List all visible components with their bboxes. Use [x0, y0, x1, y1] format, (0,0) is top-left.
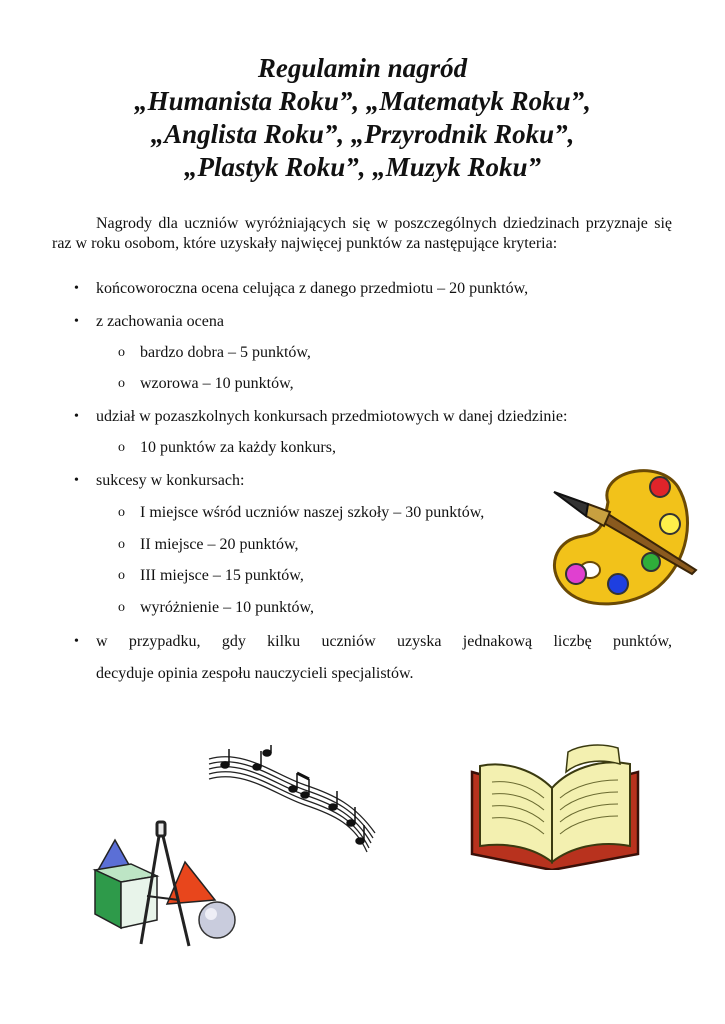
criterion-behaviour: z zachowania ocena	[96, 313, 224, 330]
criterion-tie-line-1: w przypadku, gdy kilku uczniów uzyska jednakową liczbę punktów,	[96, 633, 672, 650]
intro-text: Nagrody dla uczniów wyróżniających się w poszczególnych dziedzinach przyznaje się raz w roku osobom, które uzyskały najwięcej punktów za następujące kryteria:	[52, 215, 672, 252]
palette-brush-icon	[548, 462, 698, 610]
subbullet-marker: o	[118, 440, 125, 455]
subbullet-marker: o	[118, 345, 125, 360]
criterion-behaviour-very-good: bardzo dobra – 5 punktów,	[140, 344, 311, 361]
page-title	[0, 52, 725, 184]
criterion-competitions-each: 10 punktów za każdy konkurs,	[140, 439, 336, 456]
title-line-3: „Anglista Roku”, „Przyrodnik Roku”,	[150, 119, 575, 149]
title-line-1: Regulamin nagród	[257, 53, 468, 83]
bullet-marker: •	[74, 473, 79, 488]
criterion-final-grade: końcoworoczna ocena celująca z danego przedmiotu – 20 punktów,	[96, 280, 529, 297]
geometry-compass-icon	[85, 820, 243, 955]
subbullet-marker: o	[118, 568, 125, 583]
intro-paragraph	[52, 214, 672, 254]
criterion-second-place: II miejsce – 20 punktów,	[140, 536, 299, 553]
criterion-successes: sukcesy w konkursach:	[96, 472, 245, 489]
subbullet-marker: o	[118, 537, 125, 552]
subbullet-marker: o	[118, 600, 125, 615]
subbullet-marker: o	[118, 376, 125, 391]
bullet-marker: •	[74, 634, 79, 649]
bullet-marker: •	[74, 409, 79, 424]
criterion-distinction: wyróżnienie – 10 punktów,	[140, 599, 315, 616]
bullet-marker: •	[74, 314, 79, 329]
open-book-icon	[468, 742, 643, 870]
criterion-competitions: udział w pozaszkolnych konkursach przedmiotowych w danej dziedzinie:	[96, 408, 568, 425]
criterion-first-place: I miejsce wśród uczniów naszej szkoły – 30 punktów,	[140, 504, 485, 521]
title-line-2: „Humanista Roku”, „Matematyk Roku”,	[134, 86, 591, 116]
subbullet-marker: o	[118, 505, 125, 520]
criterion-tie-line-2: decyduje opinia zespołu nauczycieli specjalistów.	[96, 665, 414, 682]
criterion-behaviour-exemplary: wzorowa – 10 punktów,	[140, 375, 294, 392]
criterion-third-place: III miejsce – 15 punktów,	[140, 567, 304, 584]
bullet-marker: •	[74, 281, 79, 296]
title-line-4: „Plastyk Roku”, „Muzyk Roku”	[183, 152, 542, 182]
